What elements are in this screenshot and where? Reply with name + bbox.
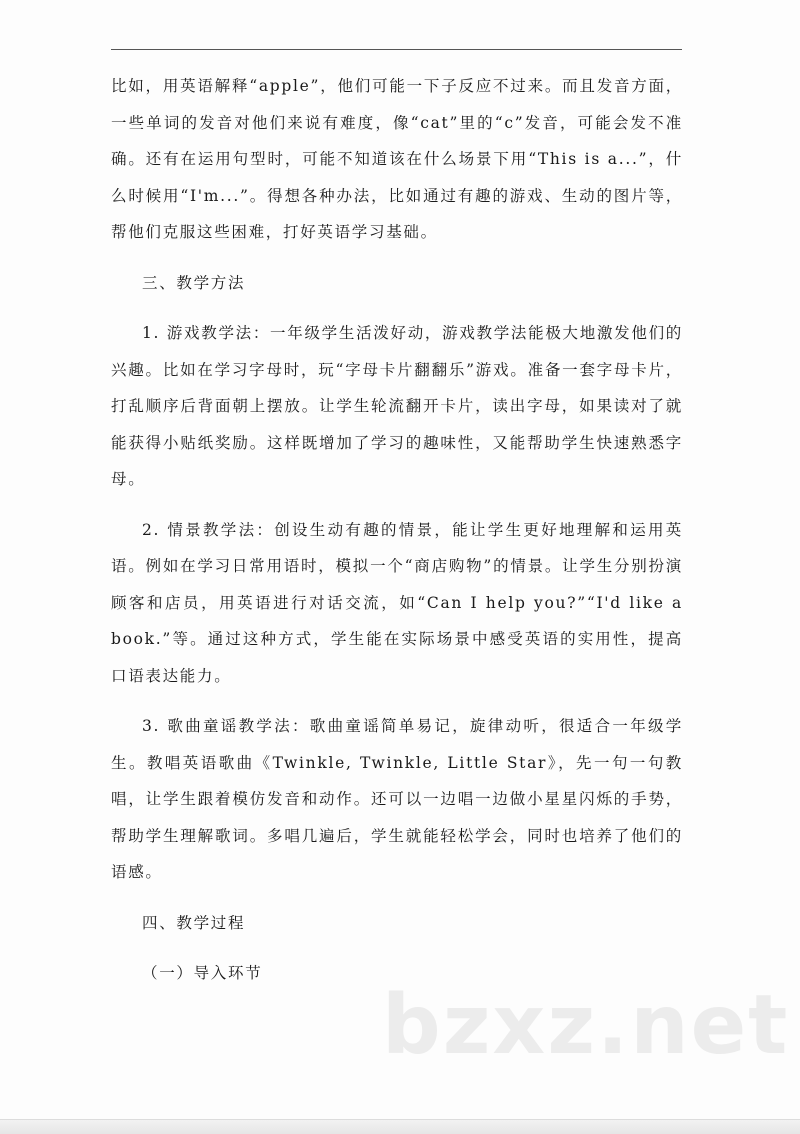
paragraph-song-method: 3. 歌曲童谣教学法：歌曲童谣简单易记，旋律动听，很适合一年级学生。教唱英语歌曲《Twinkle, Twinkle, Little Star》，先一句一句教唱，让学生跟着模仿发音和动作。还可以一边唱一边做小星星闪烁的手势，帮助学生理解歌词。多唱几遍后，学生就能轻松学会，同时也培养了他们的语感。: [111, 717, 683, 881]
paragraph-continuation: 比如，用英语解释“apple”，他们可能一下子反应不过来。而且发音方面，一些单词的发音对他们来说有难度，像“cat”里的“c”发音，可能会发不准确。还有在运用句型时，可能不知道该在什么场景下用“This is a...”，什么时候用“I'm...”。得想各种办法，比如通过有趣的游戏、生动的图片等，帮他们克服这些困难，打好英语学习基础。: [111, 77, 683, 241]
section-heading-teaching-methods: 三、教学方法: [142, 273, 246, 292]
document-body: [111, 68, 683, 992]
section-heading-teaching-process: 四、教学过程: [142, 913, 246, 932]
paragraph-game-method: 1. 游戏教学法：一年级学生活泼好动，游戏教学法能极大地激发他们的兴趣。比如在学习字母时，玩“字母卡片翻翻乐”游戏。准备一套字母卡片，打乱顺序后背面朝上摆放。让学生轮流翻开卡片，读出字母，如果读对了就能获得小贴纸奖励。这样既增加了学习的趣味性，又能帮助学生快速熟悉字母。: [111, 324, 683, 488]
subsection-heading-introduction: （一）导入环节: [142, 964, 263, 982]
watermark-logo: bzxz.net: [382, 978, 790, 1073]
paragraph-situational-method: 2. 情景教学法：创设生动有趣的情景，能让学生更好地理解和运用英语。例如在学习日常用语时，模拟一个“商店购物”的情景。让学生分别扮演顾客和店员，用英语进行对话交流，如“Can I help you?”“I'd like a book.”等。通过这种方式，学生能在实际场景中感受英语的实用性，提高口语表达能力。: [111, 520, 683, 685]
header-rule: [111, 49, 682, 50]
page-bottom-edge: [0, 1119, 800, 1134]
